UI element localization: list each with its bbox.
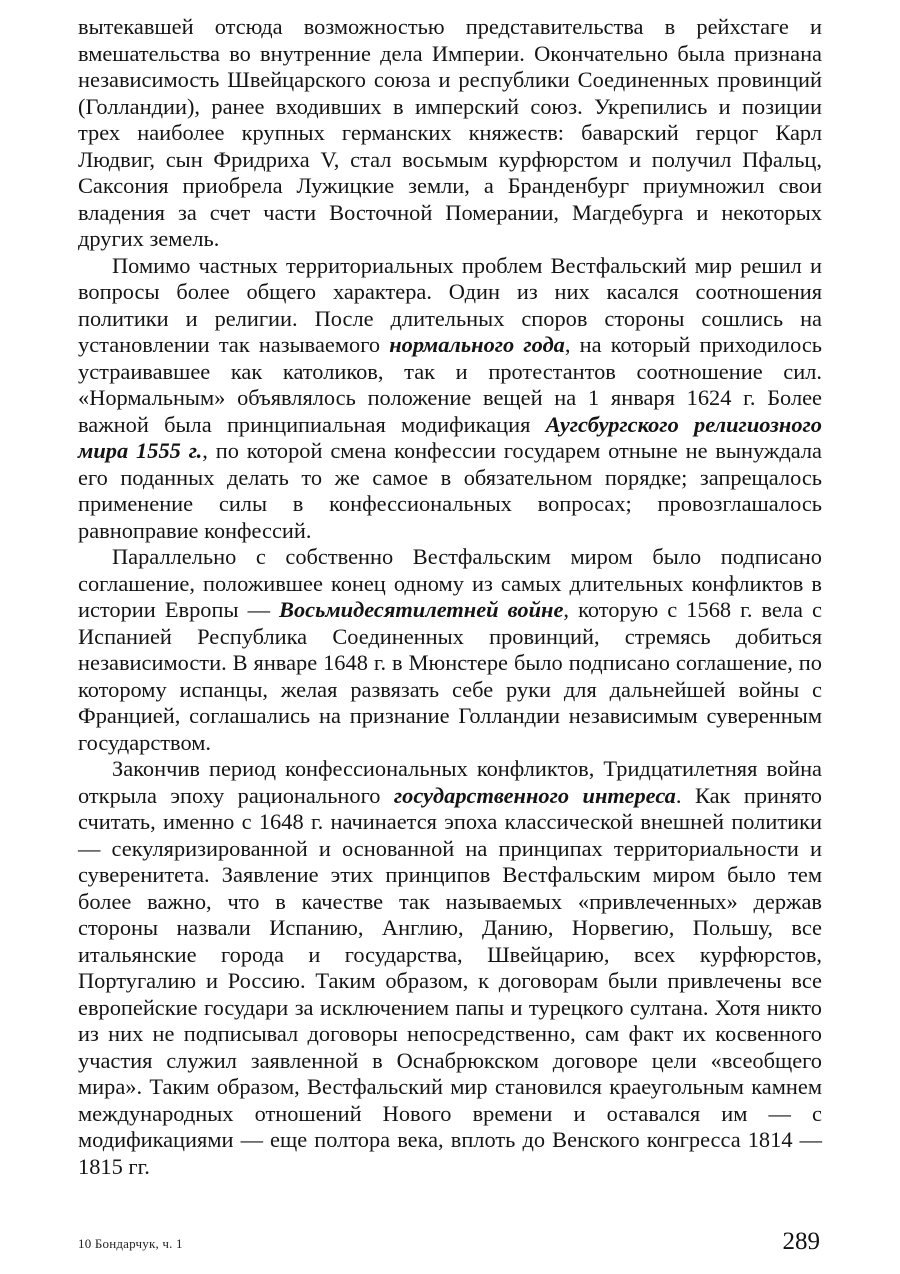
text-run: Параллельно с собственно Вестфальским миром было подписано соглашение, положившее конец одному из самых длительных конфликтов в истории Европы — (78, 544, 822, 622)
text-run: вытекавшей отсюда возможностью представительства в рейхстаге и вмешательства во внутренние дела Империи. Окончательно была признана независимость Швейцарского союза и республики Соединенных провинций (Голландии), ранее входивших в имперский союз. Укрепились и позиции трех наиболее крупных германских княжеств: баварский герцог Карл Людвиг, сын Фридриха V, стал восьмым курфюрстом и получил Пфальц, Саксония приобрела Лужицкие земли, а Бранденбург приумножил свои владения за счет части Восточной Померании, Магдебурга и некоторых других земель. (78, 14, 822, 251)
printer-signature: 10 Бондарчук, ч. 1 (78, 1236, 183, 1251)
text-run: , которую с 1568 г. вела с Испанией Республика Соединенных провинций, стремясь добиться независимости. В январе 1648 г. в Мюнстере было подписано соглашение, по которому испанцы, желая развязать себе руки для дальнейшей войны с Францией, соглашались на признание Голландии независимым суверенным государством. (78, 597, 822, 755)
text-run: Закончив период конфессиональных конфликтов, Тридцатилетняя война открыла эпоху рационального (78, 756, 822, 808)
italic-term: Восьмидесятилетней войне (279, 597, 564, 622)
paragraph (78, 14, 822, 253)
text-run: Помимо частных территориальных проблем Вестфальский мир решил и вопросы более общего характера. Один из них касался соотношения политики и религии. После длительных споров стороны сошлись на установлении так называемого (78, 252, 822, 357)
paragraph (78, 253, 822, 545)
body-text (78, 14, 822, 1180)
italic-term: государственного интереса (393, 782, 676, 808)
text-run: . Как принято считать, именно с 1648 г. начинается эпоха классической внешней политики — секуляризированной и основанной на принципах территориальности и суверенитета. Заявление этих принципов Вестфальским миром было тем более важно, что в качестве так называемых «привлеченных» держав стороны назвали Испанию, Англию, Данию, Норвегию, Польшу, все итальянские города и государства, Швейцарию, всех курфюрстов, Португалию и Россию. Таким образом, к договорам были привлечены все европейские государи за исключением папы и турецкого султана. Хотя никто из них не подписывал договоры непосредственно, сам факт их косвенного участия служил заявленной в Оснабрюкском договоре цели «всеобщего мира». Таким образом, Вестфальский мир становился краеугольным камнем международных отношений Нового времени и оставался им — с модификациями — еще полтора века, вплоть до Венского конгресса 1814 — 1815 гг. (78, 782, 822, 1179)
paragraph (78, 544, 822, 756)
paragraph (78, 756, 822, 1180)
text-run: , на который приходилось устраивавшее как католиков, так и протестантов соотношение сил. «Нормальным» объявлялось положение вещей на 1 января 1624 г. Более важной была принципиальная модификация (78, 332, 822, 437)
text-run: , по которой смена конфессии государем отныне не вынуждала его поданных делать то же самое в обязательном порядке; запрещалось применение силы в конфессиональных вопросах; провозглашалось равноправие конфессий. (78, 438, 822, 543)
italic-term: Аугсбургского религиозного мира 1555 г. (78, 411, 823, 463)
page-number: 289 (782, 1228, 820, 1255)
italic-term: нормального года (389, 332, 565, 357)
